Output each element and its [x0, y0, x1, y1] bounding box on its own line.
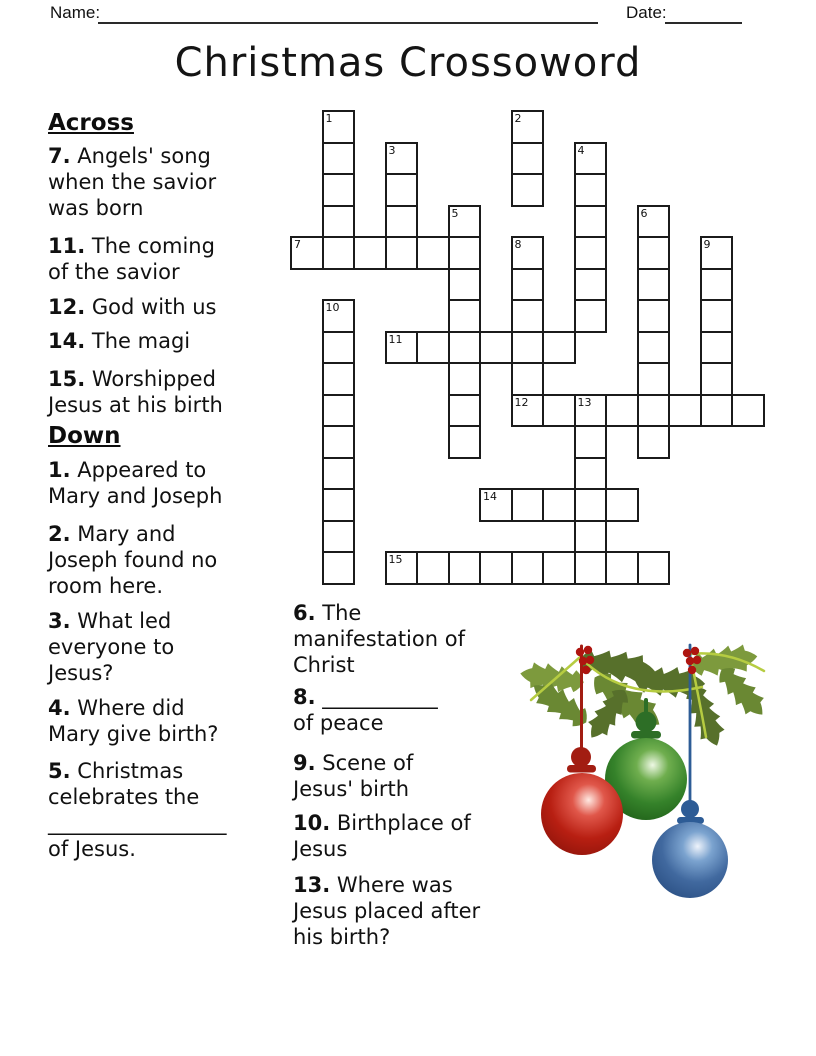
ornaments-illustration	[515, 628, 787, 906]
grid-cell[interactable]	[700, 268, 734, 302]
clue-number: 9.	[293, 751, 316, 775]
grid-cell[interactable]	[511, 331, 545, 365]
clue-line: Mary give birth?	[48, 722, 219, 746]
clue-line: The coming	[91, 234, 215, 258]
grid-cell[interactable]	[637, 551, 671, 585]
clue-11	[48, 233, 293, 285]
grid-cell[interactable]	[574, 142, 608, 176]
clue-line: Birthplace of	[336, 811, 471, 835]
grid-cell[interactable]	[322, 394, 356, 428]
grid-cell[interactable]	[448, 268, 482, 302]
clue-number: 6.	[293, 601, 316, 625]
grid-cell[interactable]	[511, 142, 545, 176]
clue-8	[293, 684, 538, 736]
clue-line: Mary and	[77, 522, 176, 546]
grid-cell[interactable]	[637, 394, 671, 428]
grid-cell[interactable]	[385, 331, 419, 365]
grid-cell[interactable]	[385, 173, 419, 207]
name-fill-line[interactable]	[98, 4, 598, 24]
grid-cell[interactable]	[322, 205, 356, 239]
clue-5	[48, 758, 293, 862]
page-title: Christmas Crossoword	[174, 40, 642, 86]
clue-line: What led	[77, 609, 172, 633]
clue-number: 15.	[48, 367, 86, 391]
clue-line: was born	[48, 196, 144, 220]
grid-cell[interactable]	[448, 551, 482, 585]
clue-line: Scene of	[322, 751, 414, 775]
grid-cell[interactable]	[700, 331, 734, 365]
grid-cell[interactable]	[322, 551, 356, 585]
grid-cell[interactable]	[322, 488, 356, 522]
down-heading: Down	[48, 423, 121, 449]
grid-cell[interactable]	[416, 551, 450, 585]
grid-cell[interactable]	[542, 394, 576, 428]
clue-1	[48, 457, 293, 509]
grid-cell[interactable]	[511, 362, 545, 396]
clue-line: Jesus at his birth	[48, 393, 223, 417]
grid-cell[interactable]	[448, 205, 482, 239]
grid-cell[interactable]	[574, 488, 608, 522]
clue-line: Where did	[77, 696, 185, 720]
grid-cell[interactable]	[700, 299, 734, 333]
grid-cell[interactable]	[322, 362, 356, 396]
grid-cell[interactable]	[574, 173, 608, 207]
grid-cell[interactable]	[416, 331, 450, 365]
clue-line: Worshipped	[91, 367, 216, 391]
clue-line: Jesus?	[48, 661, 114, 685]
grid-cell[interactable]	[511, 488, 545, 522]
grid-cell[interactable]	[385, 205, 419, 239]
clue-number: 14.	[48, 329, 86, 353]
grid-cell[interactable]	[322, 331, 356, 365]
clue-3	[48, 608, 293, 686]
grid-cell[interactable]	[511, 173, 545, 207]
grid-cell[interactable]	[605, 394, 639, 428]
grid-cell[interactable]	[511, 551, 545, 585]
grid-cell[interactable]	[416, 236, 450, 270]
clue-line: Angels' song	[77, 144, 211, 168]
name-label: Name:	[50, 3, 101, 22]
grid-cell[interactable]	[574, 205, 608, 239]
grid-cell-number: 3	[388, 143, 396, 157]
grid-cell[interactable]	[322, 142, 356, 176]
clue-line: Jesus	[293, 837, 348, 861]
clue-13	[293, 872, 538, 950]
clue-line: when the savior	[48, 170, 217, 194]
grid-cell[interactable]	[637, 362, 671, 396]
grid-cell-number: 1	[325, 112, 333, 125]
grid-cell-number: 2	[514, 112, 522, 125]
clue-line: ___________	[322, 685, 438, 709]
grid-cell[interactable]	[322, 299, 356, 333]
grid-cell-number: 14	[483, 490, 497, 503]
clue-4	[48, 695, 293, 747]
clue-line: Where was	[336, 873, 453, 897]
clue-line: room here.	[48, 574, 163, 598]
grid-cell[interactable]	[542, 488, 576, 522]
clue-12	[48, 294, 293, 320]
clue-6	[293, 600, 538, 678]
grid-cell[interactable]	[574, 268, 608, 302]
grid-cell[interactable]	[448, 331, 482, 365]
grid-cell-number: 10	[325, 301, 340, 314]
grid-cell[interactable]	[542, 551, 576, 585]
clue-number: 11.	[48, 234, 86, 258]
grid-cell[interactable]	[479, 488, 513, 522]
clue-number: 13.	[293, 873, 331, 897]
grid-cell[interactable]	[574, 236, 608, 270]
clue-line: Appeared to	[77, 458, 207, 482]
clue-line: God with us	[91, 295, 217, 319]
clue-number: 4.	[48, 696, 71, 720]
grid-cell-number: 13	[577, 395, 592, 409]
grid-cell[interactable]	[637, 268, 671, 302]
grid-cell[interactable]	[637, 425, 671, 459]
clue-line: of the savior	[48, 260, 180, 284]
clue-line: Joseph found no	[48, 548, 218, 572]
grid-cell-number: 7	[294, 238, 301, 251]
grid-cell[interactable]	[511, 268, 545, 302]
clue-2	[48, 521, 293, 599]
grid-cell-number: 12	[514, 395, 529, 409]
clue-number: 12.	[48, 295, 86, 319]
clue-number: 7.	[48, 144, 71, 168]
clue-line: celebrates the	[48, 785, 200, 809]
grid-cell[interactable]	[700, 236, 734, 270]
grid-cell[interactable]	[700, 362, 734, 396]
grid-cell-number: 11	[388, 332, 403, 346]
grid-cell[interactable]	[322, 236, 356, 270]
grid-cell[interactable]	[574, 457, 608, 491]
grid-cell[interactable]	[322, 173, 356, 207]
date-label: Date:	[626, 3, 667, 22]
clue-line: his birth?	[293, 925, 391, 949]
clue-line: _________________	[48, 811, 227, 835]
grid-cell[interactable]	[637, 299, 671, 333]
grid-cell[interactable]	[574, 299, 608, 333]
grid-cell[interactable]	[322, 520, 356, 554]
clue-number: 5.	[48, 759, 71, 783]
clue-number: 8.	[293, 685, 316, 709]
clue-line: The magi	[91, 329, 191, 353]
grid-cell[interactable]	[448, 299, 482, 333]
across-heading: Across	[48, 110, 134, 136]
clue-number: 3.	[48, 609, 71, 633]
grid-cell[interactable]	[448, 425, 482, 459]
clue-line: of peace	[293, 711, 384, 735]
grid-cell[interactable]	[605, 551, 639, 585]
clue-line: manifestation of	[293, 627, 465, 651]
clue-10	[293, 810, 538, 862]
grid-cell[interactable]	[448, 394, 482, 428]
grid-cell[interactable]	[637, 205, 671, 239]
grid-cell[interactable]	[637, 236, 671, 270]
grid-cell-number: 5	[451, 206, 459, 220]
grid-cell[interactable]	[448, 362, 482, 396]
grid-cell[interactable]	[731, 394, 765, 428]
clue-line: Christmas	[77, 759, 184, 783]
clue-number: 10.	[293, 811, 331, 835]
grid-cell-number: 15	[388, 553, 403, 566]
grid-cell[interactable]	[668, 394, 702, 428]
grid-cell[interactable]	[511, 110, 545, 144]
grid-cell-number: 4	[577, 143, 585, 157]
clue-line: The	[322, 601, 362, 625]
clue-line: everyone to	[48, 635, 175, 659]
grid-cell-number: 9	[703, 238, 711, 251]
grid-cell[interactable]	[511, 236, 545, 270]
clue-line: Mary and Joseph	[48, 484, 223, 508]
clue-15	[48, 366, 293, 418]
crossword-grid	[290, 110, 768, 588]
grid-cell[interactable]	[448, 236, 482, 270]
clue-9	[293, 750, 538, 802]
clue-number: 1.	[48, 458, 71, 482]
grid-cell[interactable]	[511, 394, 545, 428]
clue-number: 2.	[48, 522, 71, 546]
grid-cell[interactable]	[574, 394, 608, 428]
grid-cell[interactable]	[322, 457, 356, 491]
grid-cell[interactable]	[322, 425, 356, 459]
grid-cell[interactable]	[511, 299, 545, 333]
grid-cell[interactable]	[385, 236, 419, 270]
grid-cell[interactable]	[700, 394, 734, 428]
grid-cell-number: 8	[514, 238, 522, 251]
clue-7	[48, 143, 293, 221]
grid-cell[interactable]	[574, 425, 608, 459]
grid-cell[interactable]	[574, 551, 608, 585]
grid-cell[interactable]	[385, 142, 419, 176]
date-fill-line[interactable]	[665, 4, 742, 24]
clue-line: of Jesus.	[48, 837, 136, 861]
grid-cell[interactable]	[637, 331, 671, 365]
clue-line: Christ	[293, 653, 355, 677]
grid-cell[interactable]	[322, 110, 356, 144]
grid-cell[interactable]	[574, 520, 608, 554]
clue-line: Jesus placed after	[293, 899, 481, 923]
grid-cell[interactable]	[605, 488, 639, 522]
grid-cell[interactable]	[353, 236, 387, 270]
grid-cell[interactable]	[385, 551, 419, 585]
grid-cell[interactable]	[479, 551, 513, 585]
grid-cell[interactable]	[542, 331, 576, 365]
clue-14	[48, 328, 293, 354]
grid-cell[interactable]	[479, 331, 513, 365]
grid-cell-number: 6	[640, 206, 648, 220]
grid-cell[interactable]	[290, 236, 324, 270]
clue-line: Jesus' birth	[293, 777, 410, 801]
